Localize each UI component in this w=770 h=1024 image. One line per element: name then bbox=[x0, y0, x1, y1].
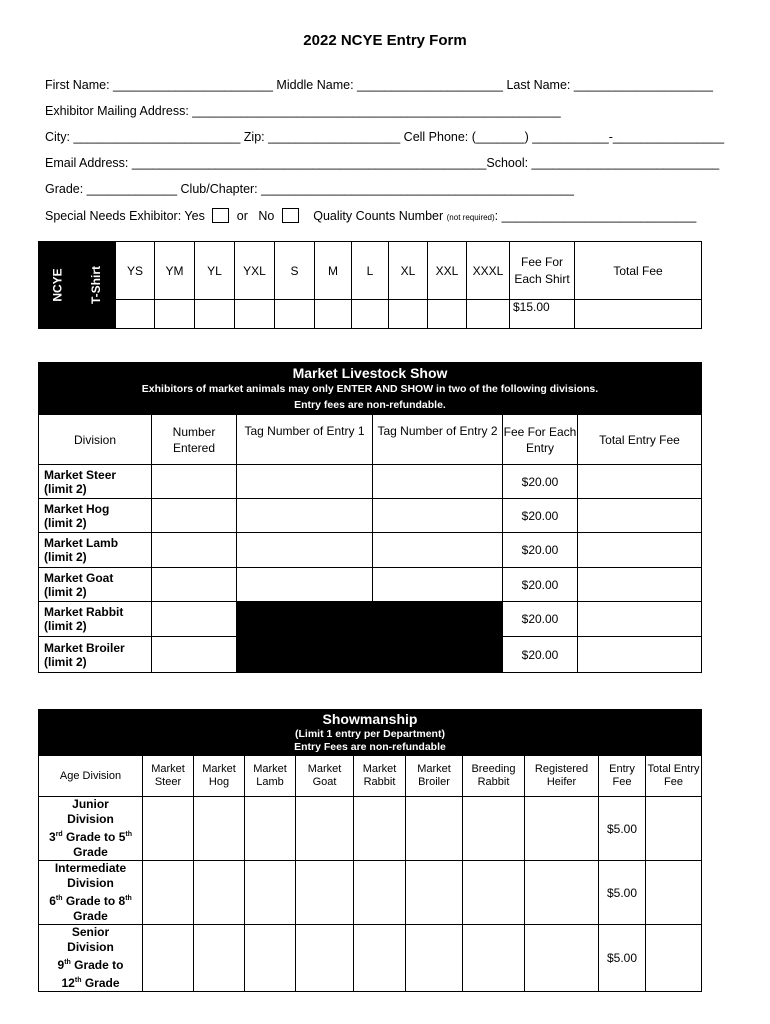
special-needs-label: Special Needs Exhibitor: Yes bbox=[45, 209, 205, 223]
size-header: M bbox=[315, 242, 352, 300]
size-header: S bbox=[275, 242, 315, 300]
number-entered-cell[interactable] bbox=[152, 499, 237, 533]
size-header: L bbox=[352, 242, 389, 300]
tag1-cell[interactable] bbox=[237, 465, 373, 499]
name-fields[interactable]: First Name: _______________________ Middle Name: _____________________ Last Name: ____________________ bbox=[45, 78, 713, 92]
total-entry-fee-cell[interactable] bbox=[578, 602, 702, 637]
show-entry-cell[interactable] bbox=[245, 861, 296, 925]
show-entry-cell[interactable] bbox=[463, 925, 525, 992]
total-entry-fee-cell[interactable] bbox=[578, 533, 702, 568]
grade-club-fields[interactable]: Grade: _____________ Club/Chapter: _____________________________________________ bbox=[45, 182, 574, 196]
showmanship-title: Showmanship bbox=[322, 711, 418, 727]
size-header: YXL bbox=[235, 242, 275, 300]
or-label: or bbox=[236, 209, 248, 223]
show-entry-cell[interactable] bbox=[143, 925, 194, 992]
size-qty-cell[interactable] bbox=[315, 300, 352, 329]
size-header: XL bbox=[389, 242, 428, 300]
number-entered-cell[interactable] bbox=[152, 637, 237, 673]
show-entry-cell[interactable] bbox=[525, 861, 599, 925]
tshirt-side-label-1: NCYE bbox=[39, 242, 77, 329]
showmanship-sub1: (Limit 1 entry per Department) bbox=[295, 728, 445, 740]
show-entry-fee: $5.00 bbox=[599, 797, 646, 861]
show-entry-cell[interactable] bbox=[463, 797, 525, 861]
shirt-fee-value: $15.00 bbox=[510, 300, 575, 329]
size-qty-cell[interactable] bbox=[235, 300, 275, 329]
show-col-header: Market Rabbit bbox=[354, 756, 406, 797]
show-col-header: Market Hog bbox=[194, 756, 245, 797]
market-title: Market Livestock Show bbox=[292, 364, 448, 381]
market-note: Entry fees are non-refundable. bbox=[294, 398, 446, 411]
quality-counts-note: (not required) bbox=[446, 213, 495, 222]
no-checkbox[interactable] bbox=[282, 208, 299, 223]
showmanship-sub2: Entry Fees are non-refundable bbox=[294, 741, 446, 753]
age-division-label: Intermediate Division 6th Grade to 8th Grade bbox=[39, 861, 143, 925]
show-entry-cell[interactable] bbox=[354, 797, 406, 861]
show-entry-cell[interactable] bbox=[525, 797, 599, 861]
show-entry-cell[interactable] bbox=[143, 797, 194, 861]
tag2-cell[interactable] bbox=[373, 568, 503, 602]
tag2-cell[interactable] bbox=[373, 499, 503, 533]
show-total-cell[interactable] bbox=[646, 861, 702, 925]
size-qty-cell[interactable] bbox=[155, 300, 195, 329]
show-entry-cell[interactable] bbox=[296, 861, 354, 925]
size-qty-cell[interactable] bbox=[467, 300, 510, 329]
market-col-header: Division bbox=[39, 415, 152, 465]
size-header: XXXL bbox=[467, 242, 510, 300]
market-col-header: Number Entered bbox=[152, 415, 237, 465]
tag1-cell[interactable] bbox=[237, 499, 373, 533]
entry-fee-value: $20.00 bbox=[503, 602, 578, 637]
entry-fee-value: $20.00 bbox=[503, 637, 578, 673]
total-entry-fee-cell[interactable] bbox=[578, 568, 702, 602]
show-entry-cell[interactable] bbox=[194, 797, 245, 861]
blocked-cell bbox=[373, 602, 503, 673]
market-col-header: Tag Number of Entry 2 bbox=[373, 415, 503, 465]
shirt-fee-header: Fee For Each Shirt bbox=[510, 242, 575, 300]
market-livestock-table bbox=[38, 362, 702, 673]
shirt-total-cell[interactable] bbox=[575, 300, 702, 329]
show-entry-cell[interactable] bbox=[296, 797, 354, 861]
quality-counts-label: Quality Counts Number bbox=[313, 209, 444, 223]
division-label: Market Steer (limit 2) bbox=[39, 465, 152, 499]
show-entry-cell[interactable] bbox=[463, 861, 525, 925]
showmanship-header bbox=[39, 710, 702, 756]
show-col-header: Breeding Rabbit bbox=[463, 756, 525, 797]
show-entry-cell[interactable] bbox=[406, 925, 463, 992]
size-header: YS bbox=[116, 242, 155, 300]
yes-checkbox[interactable] bbox=[212, 208, 229, 223]
division-label: Market Rabbit (limit 2) bbox=[39, 602, 152, 637]
show-entry-fee: $5.00 bbox=[599, 861, 646, 925]
show-entry-cell[interactable] bbox=[194, 861, 245, 925]
show-entry-fee: $5.00 bbox=[599, 925, 646, 992]
show-col-header: Market Broiler bbox=[406, 756, 463, 797]
size-qty-cell[interactable] bbox=[195, 300, 235, 329]
show-total-cell[interactable] bbox=[646, 797, 702, 861]
size-qty-cell[interactable] bbox=[352, 300, 389, 329]
show-entry-cell[interactable] bbox=[143, 861, 194, 925]
show-col-header: Market Lamb bbox=[245, 756, 296, 797]
show-total-cell[interactable] bbox=[646, 925, 702, 992]
total-entry-fee-cell[interactable] bbox=[578, 637, 702, 673]
age-division-label: Senior Division 9th Grade to 12th Grade bbox=[39, 925, 143, 992]
size-qty-cell[interactable] bbox=[428, 300, 467, 329]
no-label: No bbox=[258, 209, 275, 223]
size-header: YM bbox=[155, 242, 195, 300]
show-entry-cell[interactable] bbox=[406, 797, 463, 861]
tag1-cell[interactable] bbox=[237, 533, 373, 568]
show-col-header: Registered Heifer bbox=[525, 756, 599, 797]
form-title: 2022 NCYE Entry Form bbox=[303, 32, 467, 49]
mailing-address-field[interactable]: Exhibitor Mailing Address: _____________________________________________________ bbox=[45, 104, 561, 118]
email-school-fields[interactable]: Email Address: ___________________________________________________School: ___________________________ bbox=[45, 156, 720, 170]
division-label: Market Goat (limit 2) bbox=[39, 568, 152, 602]
total-entry-fee-cell[interactable] bbox=[578, 465, 702, 499]
market-subtitle: Exhibitors of market animals may only ENTER AND SHOW in two of the following divisions. bbox=[141, 382, 599, 395]
market-col-header: Tag Number of Entry 1 bbox=[237, 415, 373, 465]
special-needs-row bbox=[45, 208, 696, 223]
show-entry-cell[interactable] bbox=[406, 861, 463, 925]
size-qty-cell[interactable] bbox=[116, 300, 155, 329]
division-label: Market Hog (limit 2) bbox=[39, 499, 152, 533]
show-entry-cell[interactable] bbox=[354, 925, 406, 992]
showmanship-table bbox=[38, 709, 702, 992]
show-entry-cell[interactable] bbox=[354, 861, 406, 925]
market-header bbox=[39, 363, 702, 415]
show-col-header: Total Entry Fee bbox=[646, 756, 702, 797]
show-entry-cell[interactable] bbox=[245, 797, 296, 861]
entry-fee-value: $20.00 bbox=[503, 499, 578, 533]
division-label: Market Broiler (limit 2) bbox=[39, 637, 152, 673]
city-zip-phone-fields[interactable]: City: ________________________ Zip: ___________________ Cell Phone: (_______) ___________-________________ bbox=[45, 130, 725, 144]
show-col-header: Market Steer bbox=[143, 756, 194, 797]
tag1-cell[interactable] bbox=[237, 568, 373, 602]
tag2-cell[interactable] bbox=[373, 533, 503, 568]
show-col-header: Market Goat bbox=[296, 756, 354, 797]
number-entered-cell[interactable] bbox=[152, 602, 237, 637]
entry-fee-value: $20.00 bbox=[503, 568, 578, 602]
tshirt-table bbox=[38, 241, 702, 329]
tag2-cell[interactable] bbox=[373, 465, 503, 499]
number-entered-cell[interactable] bbox=[152, 568, 237, 602]
market-col-header: Fee For Each Entry bbox=[503, 415, 578, 465]
show-entry-cell[interactable] bbox=[525, 925, 599, 992]
size-qty-cell[interactable] bbox=[389, 300, 428, 329]
total-entry-fee-cell[interactable] bbox=[578, 499, 702, 533]
number-entered-cell[interactable] bbox=[152, 465, 237, 499]
division-label: Market Lamb (limit 2) bbox=[39, 533, 152, 568]
age-division-label: Junior Division 3rd Grade to 5th Grade bbox=[39, 797, 143, 861]
tshirt-side-label-2: T-Shirt bbox=[77, 242, 116, 329]
show-col-header: Entry Fee bbox=[599, 756, 646, 797]
market-col-header: Total Entry Fee bbox=[578, 415, 702, 465]
show-entry-cell[interactable] bbox=[296, 925, 354, 992]
show-entry-cell[interactable] bbox=[245, 925, 296, 992]
quality-counts-field[interactable]: : ____________________________ bbox=[494, 209, 697, 223]
shirt-total-header: Total Fee bbox=[575, 242, 702, 300]
size-header: XXL bbox=[428, 242, 467, 300]
size-qty-cell[interactable] bbox=[275, 300, 315, 329]
blocked-cell bbox=[237, 602, 373, 673]
entry-fee-value: $20.00 bbox=[503, 465, 578, 499]
show-entry-cell[interactable] bbox=[194, 925, 245, 992]
size-header: YL bbox=[195, 242, 235, 300]
show-col-header: Age Division bbox=[39, 756, 143, 797]
entry-fee-value: $20.00 bbox=[503, 533, 578, 568]
number-entered-cell[interactable] bbox=[152, 533, 237, 568]
